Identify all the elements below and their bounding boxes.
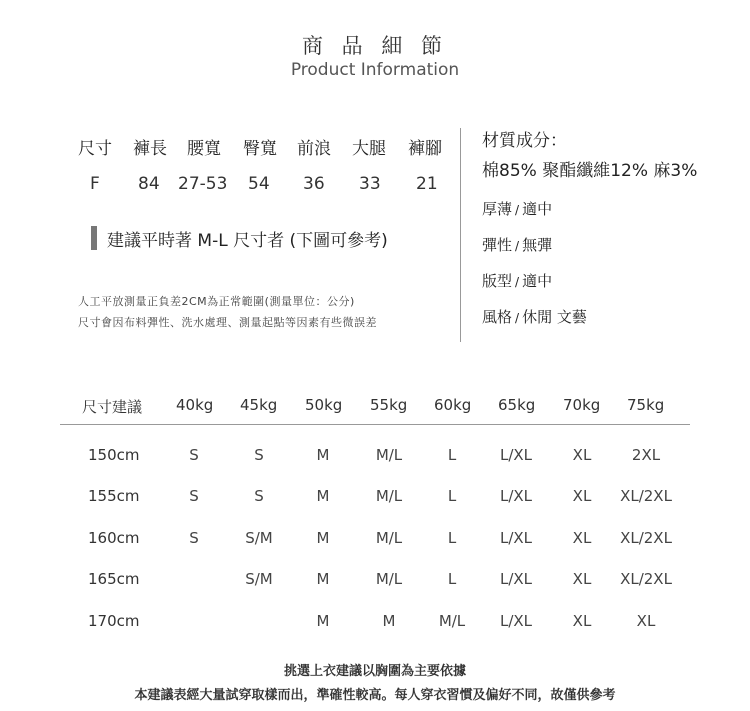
size-cell: L/XL xyxy=(499,612,533,630)
measure-value-hip: 54 xyxy=(248,174,270,194)
size-cell: L/XL xyxy=(499,570,533,588)
size-cell: XL xyxy=(572,612,592,630)
size-cell: S xyxy=(189,487,199,505)
size-cell: L/XL xyxy=(499,529,533,547)
size-cell: L/XL xyxy=(499,487,533,505)
page-subtitle: Product Information xyxy=(290,60,460,80)
attr-elasticity: 彈性 / 無彈 xyxy=(482,236,553,254)
attr-label: 厚薄 xyxy=(482,200,513,218)
size-cell: L xyxy=(447,446,457,464)
measure-header-thigh: 大腿 xyxy=(352,139,386,159)
size-cell: M xyxy=(316,529,330,547)
size-cell: S xyxy=(189,529,199,547)
measure-value-thigh: 33 xyxy=(359,174,381,194)
size-cell: 2XL xyxy=(631,446,661,464)
footer-disclaimer: 本建議表經大量試穿取樣而出，準確性較高。每人穿衣習慣及偏好不同，故僅供參考 xyxy=(134,688,616,703)
measure-header-waist: 腰寬 xyxy=(187,139,221,159)
weight-header: 50kg xyxy=(305,396,343,414)
page-title: 商 品 細 節 xyxy=(301,34,449,58)
attr-style: 風格 / 休閒 文藝 xyxy=(482,308,587,326)
material-value: 棉85% 聚酯纖維12% 麻3% xyxy=(482,161,698,181)
size-row-height: 170cm xyxy=(88,612,140,630)
size-cell: S/M xyxy=(245,570,273,588)
size-cell: M xyxy=(316,487,330,505)
size-cell: XL/2XL xyxy=(620,570,672,588)
attr-label: 版型 xyxy=(482,272,513,290)
footer-note: 挑選上衣建議以胸圍為主要依據 xyxy=(283,664,466,679)
size-cell: M xyxy=(316,612,330,630)
attr-value: 適中 xyxy=(522,272,553,290)
size-cell: XL xyxy=(572,446,592,464)
size-cell: L xyxy=(447,487,457,505)
size-cell: M xyxy=(316,446,330,464)
attr-fit: 版型 / 適中 xyxy=(482,272,553,290)
measure-header-hem: 褲腳 xyxy=(408,139,442,159)
attr-value: 休閒 文藝 xyxy=(522,308,587,326)
size-row-height: 155cm xyxy=(88,487,140,505)
size-cell: L xyxy=(447,570,457,588)
size-cell: M xyxy=(316,570,330,588)
attr-label: 風格 xyxy=(482,308,513,326)
size-cell: S xyxy=(189,446,199,464)
measure-value-size: F xyxy=(90,174,100,194)
size-row-height: 150cm xyxy=(88,446,140,464)
weight-header: 75kg xyxy=(627,396,665,414)
recommend-marker xyxy=(91,226,97,250)
size-cell: M/L xyxy=(375,446,403,464)
measure-header-size: 尺寸 xyxy=(78,139,112,159)
size-cell: M/L xyxy=(375,570,403,588)
weight-header: 45kg xyxy=(240,396,278,414)
weight-header: 60kg xyxy=(434,396,472,414)
attr-value: 無彈 xyxy=(522,236,553,254)
size-cell: XL xyxy=(572,487,592,505)
weight-header: 55kg xyxy=(370,396,408,414)
measure-header-hip: 臀寬 xyxy=(243,139,277,159)
attr-value: 適中 xyxy=(522,200,553,218)
size-cell: L/XL xyxy=(499,446,533,464)
size-cell: XL/2XL xyxy=(620,529,672,547)
size-table-corner: 尺寸建議 xyxy=(82,398,143,416)
size-row-height: 160cm xyxy=(88,529,140,547)
measure-header-rise: 前浪 xyxy=(297,139,331,159)
size-cell: M/L xyxy=(375,487,403,505)
size-cell: M/L xyxy=(375,529,403,547)
measure-value-waist: 27-53 xyxy=(178,174,228,194)
size-cell: S/M xyxy=(245,529,273,547)
size-cell: XL xyxy=(636,612,656,630)
size-cell: XL/2XL xyxy=(620,487,672,505)
size-cell: L xyxy=(447,529,457,547)
section-divider xyxy=(460,128,461,342)
weight-header: 40kg xyxy=(176,396,214,414)
size-cell: XL xyxy=(572,570,592,588)
measure-value-hem: 21 xyxy=(416,174,438,194)
material-title: 材質成分： xyxy=(482,131,567,151)
note-line: 人工平放測量正負差2CM為正常範圍(測量單位：公分) xyxy=(78,295,355,308)
weight-header: 70kg xyxy=(563,396,601,414)
measure-value-length: 84 xyxy=(138,174,160,194)
attr-thickness: 厚薄 / 適中 xyxy=(482,200,553,218)
recommend-text: 建議平時著 M-L 尺寸者 (下圖可參考) xyxy=(107,231,388,251)
size-cell: XL xyxy=(572,529,592,547)
size-cell: S xyxy=(254,446,264,464)
size-cell: M/L xyxy=(438,612,466,630)
measure-value-rise: 36 xyxy=(303,174,325,194)
attr-label: 彈性 xyxy=(482,236,513,254)
table-header-rule xyxy=(60,424,690,425)
weight-header: 65kg xyxy=(498,396,536,414)
size-row-height: 165cm xyxy=(88,570,140,588)
note-line: 尺寸會因布料彈性、洗水處理、測量起點等因素有些微誤差 xyxy=(78,316,377,329)
size-cell: M xyxy=(382,612,396,630)
size-cell: S xyxy=(254,487,264,505)
measure-header-length: 褲長 xyxy=(133,139,167,159)
